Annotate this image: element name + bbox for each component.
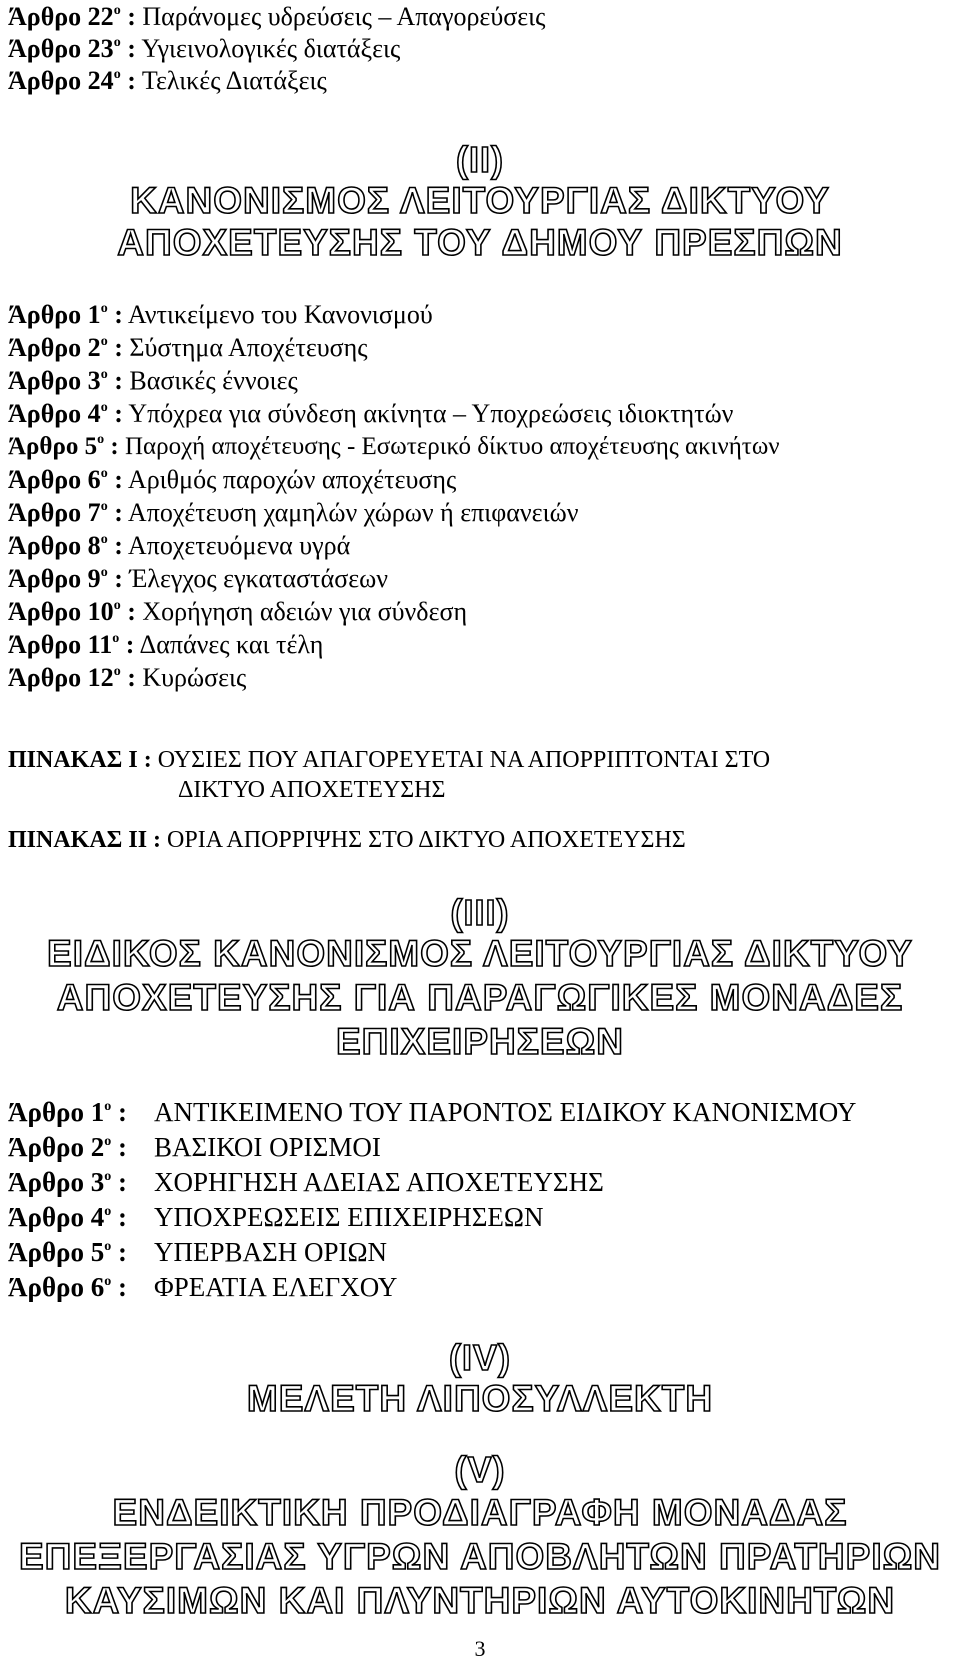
article-title: ΑΝΤΙΚΕΙΜΕΝΟ ΤΟΥ ΠΑΡΟΝΤΟΣ ΕΙΔΙΚΟΥ ΚΑΝΟΝΙΣΜΟΥ <box>154 1097 857 1127</box>
section-iii-title-line: ΑΠΟΧΕΤΕΥΣΗΣ ΓΙΑ ΠΑΡΑΓΩΓΙΚΕΣ ΜΟΝΑΔΕΣ <box>56 977 904 1018</box>
section-v-title-line: ΕΠΕΞΕΡΓΑΣΙΑΣ ΥΓΡΩΝ ΑΠΟΒΛΗΤΩΝ ΠΡΑΤΗΡΙΩΝ <box>19 1536 941 1577</box>
article-title: Αποχετευόμενα υγρά <box>122 531 351 560</box>
article-line <box>8 663 246 693</box>
table-entry <box>8 825 686 855</box>
section-ii-title-line: ΑΠΟΧΕΤΕΥΣΗΣ ΤΟΥ ΔΗΜΟΥ ΠΡΕΣΠΩΝ <box>117 222 843 263</box>
table-label: ΠΙΝΑΚΑΣ ΙΙ : <box>8 827 162 853</box>
article-label: Άρθρο $11^o$ : <box>8 630 135 659</box>
article-line <box>8 1167 604 1197</box>
article-label: Άρθρο $9^o$ : <box>8 564 123 593</box>
table-title: ΟΥΣΙΕΣ ΠΟΥ ΑΠΑΓΟΡΕΥΕΤΑΙ ΝΑ ΑΠΟΡΡΙΠΤΟΝΤΑΙ ΣΤΟ <box>151 747 771 773</box>
article-label: Άρθρο $6^o$ : <box>8 1272 127 1302</box>
article-title: Υγιεινολογικές διατάξεις <box>135 34 401 63</box>
section-ii-title-line: ΚΑΝΟΝΙΣΜΟΣ ΛΕΙΤΟΥΡΓΙΑΣ ΔΙΚΤΥΟΥ <box>130 180 830 221</box>
section-iv-title-line: ΜΕΛΕΤΗ ΛΙΠΟΣΥΛΛΕΚΤΗ <box>246 1378 714 1419</box>
article-line <box>8 1237 387 1267</box>
article-line <box>8 597 467 627</box>
article-line <box>8 333 368 363</box>
article-title: Αντικείμενο του Κανονισμού <box>122 300 433 329</box>
article-label: Άρθρο $2^o$ : <box>8 1132 127 1162</box>
article-label: Άρθρο $3^o$ : <box>8 366 123 395</box>
article-line <box>8 432 780 462</box>
article-label: Άρθρο $1^o$ : <box>8 1097 127 1127</box>
article-label: Άρθρο $22^o$ : <box>8 2 136 31</box>
section-iii-title-line: ΕΠΙΧΕΙΡΗΣΕΩΝ <box>336 1021 624 1062</box>
article-title: Αποχέτευση χαμηλών χώρων ή επιφανειών <box>122 498 579 527</box>
article-title: Τελικές Διατάξεις <box>135 66 327 95</box>
article-title: Χορήγηση αδειών για σύνδεση <box>135 597 468 626</box>
article-line <box>8 34 400 64</box>
article-label: Άρθρο $24^o$ : <box>8 66 136 95</box>
article-title: Παράνομες υδρεύσεις – Απαγορεύσεις <box>135 2 546 31</box>
section-iii-number: (ΙΙΙ) <box>450 892 510 933</box>
section-ii-number: (ΙΙ) <box>456 139 504 180</box>
article-label: Άρθρο $7^o$ : <box>8 498 123 527</box>
article-label: Άρθρο $3^o$ : <box>8 1167 127 1197</box>
section-iii-title-line: ΕΙΔΙΚΟΣ ΚΑΝΟΝΙΣΜΟΣ ΛΕΙΤΟΥΡΓΙΑΣ ΔΙΚΤΥΟΥ <box>47 933 913 974</box>
article-title: ΥΠΕΡΒΑΣΗ ΟΡΙΩΝ <box>154 1237 388 1267</box>
article-label: Άρθρο $10^o$ : <box>8 597 136 626</box>
table-title-continuation: ΔΙΚΤΥΟ ΑΠΟΧΕΤΕΥΣΗΣ <box>178 777 446 803</box>
article-line <box>8 498 578 528</box>
article-line <box>8 66 327 96</box>
section-v-title-line: ΚΑΥΣΙΜΩΝ ΚΑΙ ΠΛΥΝΤΗΡΙΩΝ ΑΥΤΟΚΙΝΗΤΩΝ <box>64 1580 896 1621</box>
article-title: Υπόχρεα για σύνδεση ακίνητα – Υποχρεώσεις ιδιοκτητών <box>122 399 734 428</box>
article-title: ΧΟΡΗΓΗΣΗ ΑΔΕΙΑΣ ΑΠΟΧΕΤΕΥΣΗΣ <box>154 1167 604 1197</box>
article-title: ΦΡΕΑΤΙΑ ΕΛΕΓΧΟΥ <box>154 1272 398 1302</box>
article-title: Σύστημα Αποχέτευσης <box>122 333 368 362</box>
article-title: Δαπάνες και τέλη <box>134 630 324 659</box>
article-label: Άρθρο $8^o$ : <box>8 531 123 560</box>
article-line <box>8 399 733 429</box>
section-iv-number: (ΙV) <box>449 1337 511 1378</box>
table-entry <box>8 745 771 803</box>
article-label: Άρθρο $2^o$ : <box>8 333 123 362</box>
article-line <box>8 2 545 32</box>
article-line <box>8 531 350 561</box>
article-title: Αριθμός παροχών αποχέτευσης <box>122 465 457 494</box>
article-label: Άρθρο $23^o$ : <box>8 34 136 63</box>
article-line <box>8 630 323 660</box>
article-label: Άρθρο $6^o$ : <box>8 465 123 494</box>
article-title: ΥΠΟΧΡΕΩΣΕΙΣ ΕΠΙΧΕΙΡΗΣΕΩΝ <box>154 1202 544 1232</box>
article-line <box>8 1097 856 1127</box>
article-label: Άρθρο $5^o$ : <box>8 1237 127 1267</box>
article-title: ΒΑΣΙΚΟΙ ΟΡΙΣΜΟΙ <box>154 1132 381 1162</box>
article-label: Άρθρο $5^o$ : <box>8 432 119 460</box>
section-v-title-line: ΕΝΔΕΙΚΤΙΚΗ ΠΡΟΔΙΑΓΡΑΦΗ ΜΟΝΑΔΑΣ <box>112 1492 848 1533</box>
article-line <box>8 465 456 495</box>
article-line <box>8 1202 543 1232</box>
article-title: Βασικές έννοιες <box>122 366 298 395</box>
article-label: Άρθρο $4^o$ : <box>8 399 123 428</box>
article-line <box>8 366 298 396</box>
article-title: Παροχή αποχέτευσης - Εσωτερικό δίκτυο αποχέτευσης ακινήτων <box>118 433 780 460</box>
article-label: Άρθρο $12^o$ : <box>8 663 136 692</box>
page-number: 3 <box>474 1636 486 1661</box>
article-title: Κυρώσεις <box>135 663 247 692</box>
article-line <box>8 1272 397 1302</box>
article-title: Έλεγχος εγκαταστάσεων <box>122 564 389 593</box>
table-label: ΠΙΝΑΚΑΣ Ι : <box>8 747 152 773</box>
table-title: ΟΡΙΑ ΑΠΟΡΡΙΨΗΣ ΣΤΟ ΔΙΚΤΥΟ ΑΠΟΧΕΤΕΥΣΗΣ <box>161 827 686 853</box>
article-line <box>8 564 388 594</box>
article-label: Άρθρο $4^o$ : <box>8 1202 127 1232</box>
article-line <box>8 1132 381 1162</box>
section-v-number: (V) <box>454 1449 506 1490</box>
article-line <box>8 300 433 330</box>
article-label: Άρθρο $1^o$ : <box>8 300 123 329</box>
